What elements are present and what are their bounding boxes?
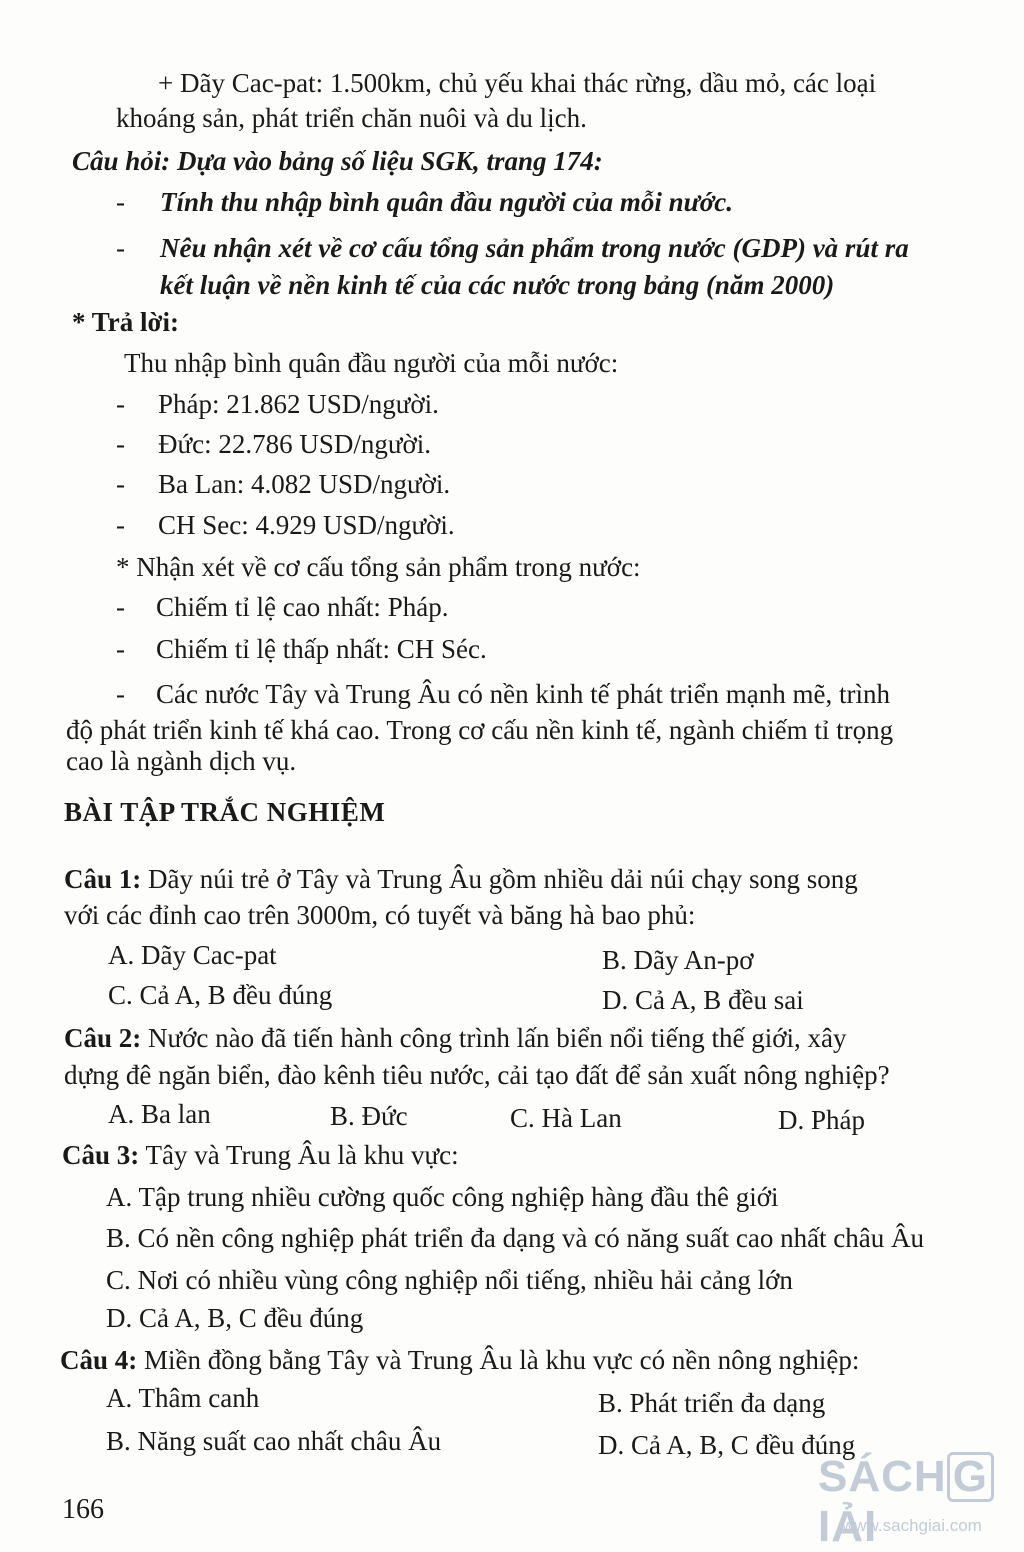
question-title: Câu hỏi: Dựa vào bảng số liệu SGK, trang 174: <box>72 146 603 176</box>
question-label: Câu 4: <box>60 1345 138 1375</box>
q4-option-a: A. Thâm canh <box>106 1383 260 1413</box>
q4-option-b: B. Phát triển đa dạng <box>598 1388 826 1418</box>
dash-bullet: - <box>116 634 125 664</box>
dash-bullet: - <box>116 679 125 709</box>
dash-bullet: - <box>116 389 125 419</box>
income-item: Đức: 22.786 USD/người. <box>158 429 432 459</box>
q2-option-a: A. Ba lan <box>108 1099 211 1129</box>
dash-bullet: - <box>116 592 125 622</box>
question-label: Câu 3: <box>62 1140 140 1170</box>
question-item-2-cont: kết luận về nền kinh tế của các nước trong bảng (năm 2000) <box>160 270 835 300</box>
question-text: Nước nào đã tiến hành công trình lấn biển nổi tiếng thế giới, xây <box>148 1023 847 1053</box>
remark-item: Chiếm tỉ lệ thấp nhất: CH Séc. <box>156 634 487 664</box>
page-number: 166 <box>62 1494 104 1525</box>
dash-bullet: - <box>116 187 125 217</box>
income-item: Pháp: 21.862 USD/người. <box>158 389 439 419</box>
question-2-line-1 <box>64 1021 847 1055</box>
answer-label: * Trả lời: <box>72 307 179 337</box>
q3-option-c: C. Nơi có nhiều vùng công nghiệp nổi tiếng, nhiều hải cảng lớn <box>106 1265 793 1295</box>
question-text: Miền đồng bằng Tây và Trung Âu là khu vực có nền nông nghiệp: <box>144 1345 860 1375</box>
question-2-line-2: dựng đê ngăn biển, đào kênh tiêu nước, cải tạo đất để sản xuất nông nghiệp? <box>64 1060 890 1090</box>
intro-line-2: khoáng sản, phát triển chăn nuôi và du lịch. <box>116 103 587 133</box>
q2-option-d: D. Pháp <box>778 1105 865 1135</box>
q3-option-d: D. Cả A, B, C đều đúng <box>106 1303 364 1333</box>
q2-option-c: C. Hà Lan <box>510 1103 622 1133</box>
q1-option-c: C. Cả A, B đều đúng <box>108 980 333 1010</box>
dash-bullet: - <box>116 429 125 459</box>
q2-option-b: B. Đức <box>330 1101 408 1131</box>
question-4-line-1 <box>60 1343 859 1377</box>
remark-item-cont: cao là ngành dịch vụ. <box>66 746 297 776</box>
watermark-logo-box: G <box>947 1452 994 1502</box>
answer-intro: Thu nhập bình quân đầu người của mỗi nước: <box>124 348 619 378</box>
question-1-line-2: với các đỉnh cao trên 3000m, có tuyết và băng hà bao phủ: <box>64 900 696 930</box>
question-label: Câu 2: <box>64 1023 142 1053</box>
remark-item: Các nước Tây và Trung Âu có nền kinh tế phát triển mạnh mẽ, trình <box>156 679 891 709</box>
dash-bullet: - <box>116 233 125 263</box>
question-text: Tây và Trung Âu là khu vực: <box>145 1140 459 1170</box>
dash-bullet: - <box>116 510 125 540</box>
question-3-line-1 <box>62 1138 459 1172</box>
q1-option-b: B. Dãy An-pơ <box>602 945 754 975</box>
watermark-logo <box>818 1452 1024 1552</box>
watermark-logo-right: IẢI <box>818 1502 878 1551</box>
intro-line-1: + Dãy Cac-pat: 1.500km, chủ yếu khai thác rừng, dầu mỏ, các loại <box>158 68 877 98</box>
income-item: Ba Lan: 4.082 USD/người. <box>158 469 451 499</box>
remark-item: Chiếm tỉ lệ cao nhất: Pháp. <box>156 592 449 622</box>
q4-option-c: B. Năng suất cao nhất châu Âu <box>106 1426 442 1456</box>
question-text: Dãy núi trẻ ở Tây và Trung Âu gồm nhiều dải núi chạy song song <box>148 864 858 894</box>
q1-option-d: D. Cả A, B đều sai <box>602 985 804 1015</box>
q1-option-a: A. Dãy Cac-pat <box>108 940 277 970</box>
watermark-logo-left: SÁCH <box>818 1452 947 1501</box>
income-item: CH Sec: 4.929 USD/người. <box>158 510 455 540</box>
watermark-url: www.sachgiai.com <box>842 1516 982 1535</box>
dash-bullet: - <box>116 469 125 499</box>
question-item-2: Nêu nhận xét về cơ cấu tổng sản phẩm trong nước (GDP) và rút ra <box>160 233 909 263</box>
question-item-1: Tính thu nhập bình quân đầu người của mỗi nước. <box>160 187 734 217</box>
remark-title: * Nhận xét về cơ cấu tổng sản phẩm trong nước: <box>116 552 641 582</box>
remark-item-cont: độ phát triển kinh tế khá cao. Trong cơ cấu nền kinh tế, ngành chiếm tỉ trọng <box>66 715 894 745</box>
quiz-heading: BÀI TẬP TRẮC NGHIỆM <box>64 797 386 827</box>
q3-option-a: A. Tập trung nhiều cường quốc công nghiệp hàng đầu thê giới <box>106 1182 779 1212</box>
q3-option-b: B. Có nền công nghiệp phát triển đa dạng và có năng suất cao nhất châu Âu <box>106 1223 925 1253</box>
question-label: Câu 1: <box>64 864 142 894</box>
question-1-line-1 <box>64 862 858 896</box>
q4-option-d: D. Cả A, B, C đều đúng <box>598 1430 856 1460</box>
